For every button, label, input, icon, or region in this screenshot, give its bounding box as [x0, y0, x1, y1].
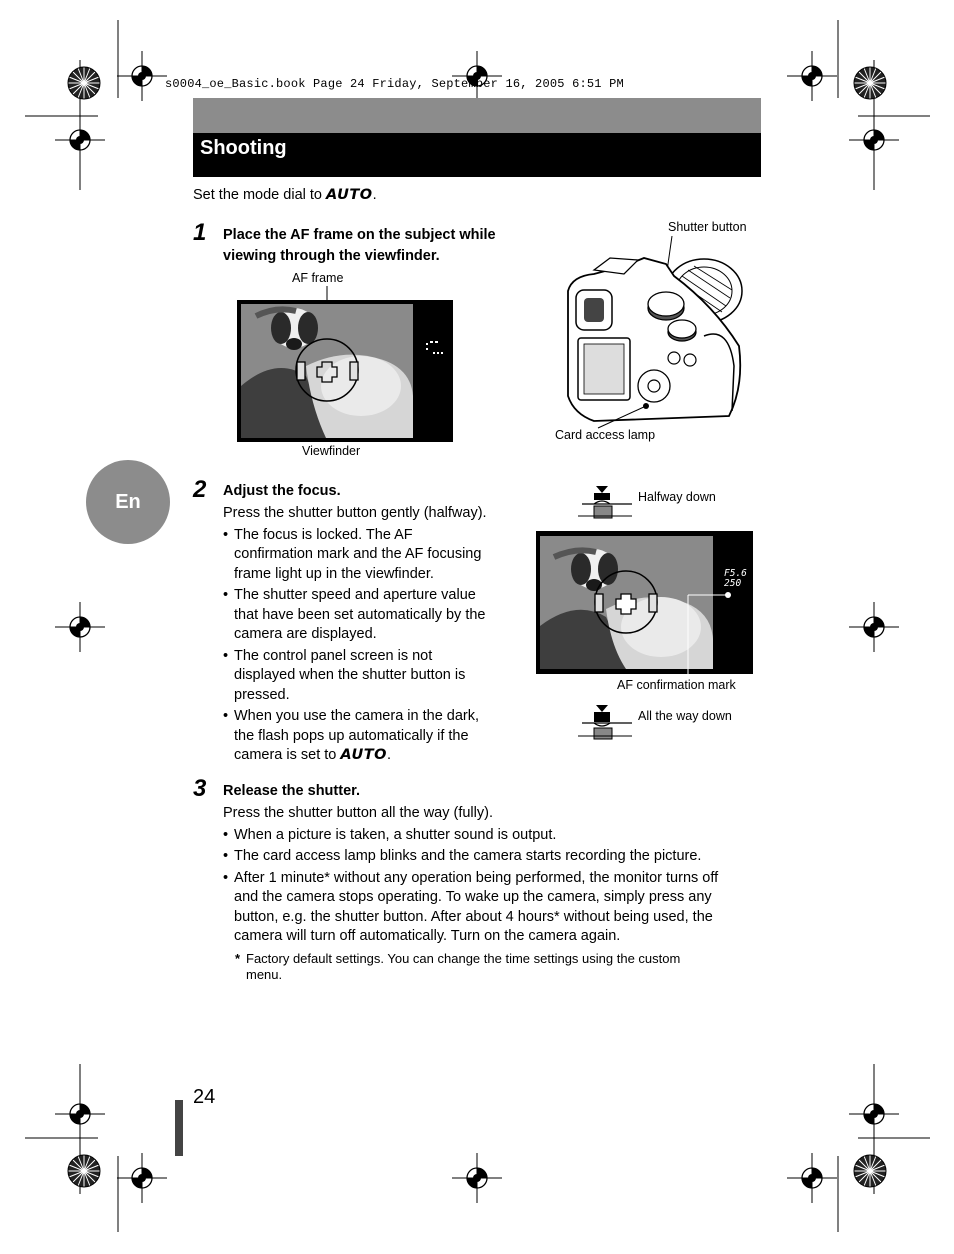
language-tab: En	[86, 460, 170, 544]
shutter-button-label: Shutter button	[668, 220, 747, 234]
step-3-body	[223, 804, 763, 947]
all-the-way-down-icon	[576, 703, 636, 743]
step-2-number: 2	[193, 476, 207, 503]
step-2-bullet-3: • The control panel screen is not displayed when the shutter button is pressed.	[223, 647, 523, 706]
step-2-bullet-1: • The focus is locked. The AF confirmation mark and the AF focusing frame light up in the viewfinder.	[223, 526, 523, 585]
halfway-down-icon	[576, 484, 636, 522]
step-2-lead: Press the shutter button gently (halfway).	[223, 505, 487, 521]
page-number-bar	[175, 1100, 183, 1156]
page-number: 24	[193, 1086, 216, 1108]
step-3-bullet-1: • When a picture is taken, a shutter sound is output.	[223, 826, 763, 846]
title-band-top	[193, 98, 761, 133]
all-the-way-down-label: All the way down	[638, 709, 732, 723]
step-2-body	[223, 504, 523, 766]
step-1-title: Place the AF frame on the subject while viewing through the viewfinder.	[223, 227, 496, 264]
step-3-bullet-3: • After 1 minute* without any operation being performed, the monitor turns off and the camera stops operating. To wake up the camera, simply press any button, e.g. the shutter button. After about 4 hours* without being used, the camera will turn off automatically. Turn on the camera again.	[223, 869, 763, 947]
viewfinder-figure	[236, 286, 456, 444]
halfway-down-label: Halfway down	[638, 490, 716, 504]
camera-illustration	[554, 236, 754, 436]
auto-mode-mark: AUTO	[340, 747, 387, 763]
step-3-number: 3	[193, 775, 207, 802]
step-3-title: Release the shutter.	[223, 783, 360, 799]
auto-mode-mark: AUTO	[326, 187, 373, 203]
exposure-readout: F5.6 250	[724, 568, 747, 589]
viewfinder-label: Viewfinder	[302, 444, 361, 458]
step-2-bullet-4: • When you use the camera in the dark, the flash pops up automatically if the camera is set to AUTO.	[223, 707, 523, 766]
step-3-lead: Press the shutter button all the way (fully).	[223, 805, 493, 821]
step-3-bullet-2: • The card access lamp blinks and the camera starts recording the picture.	[223, 847, 763, 867]
print-header: s0004_oe_Basic.book Page 24 Friday, September 16, 2005 6:51 PM	[165, 77, 624, 91]
step-2-title: Adjust the focus.	[223, 483, 341, 499]
viewfinder-confirmed-figure	[536, 531, 754, 677]
af-frame-label: AF frame	[292, 271, 344, 285]
intro-text: Set the mode dial to AUTO.	[193, 187, 377, 203]
step-1-number: 1	[193, 219, 207, 246]
section-title: Shooting	[200, 137, 287, 159]
footnote: * Factory default settings. You can change the time settings using the custom menu.	[235, 951, 681, 982]
step-2-bullet-2: • The shutter speed and aperture value that have been set automatically by the camera are displayed.	[223, 586, 523, 645]
footnote-mark: *	[235, 951, 241, 966]
card-access-lamp-label: Card access lamp	[555, 428, 656, 442]
af-confirmation-label: AF confirmation mark	[617, 678, 736, 692]
